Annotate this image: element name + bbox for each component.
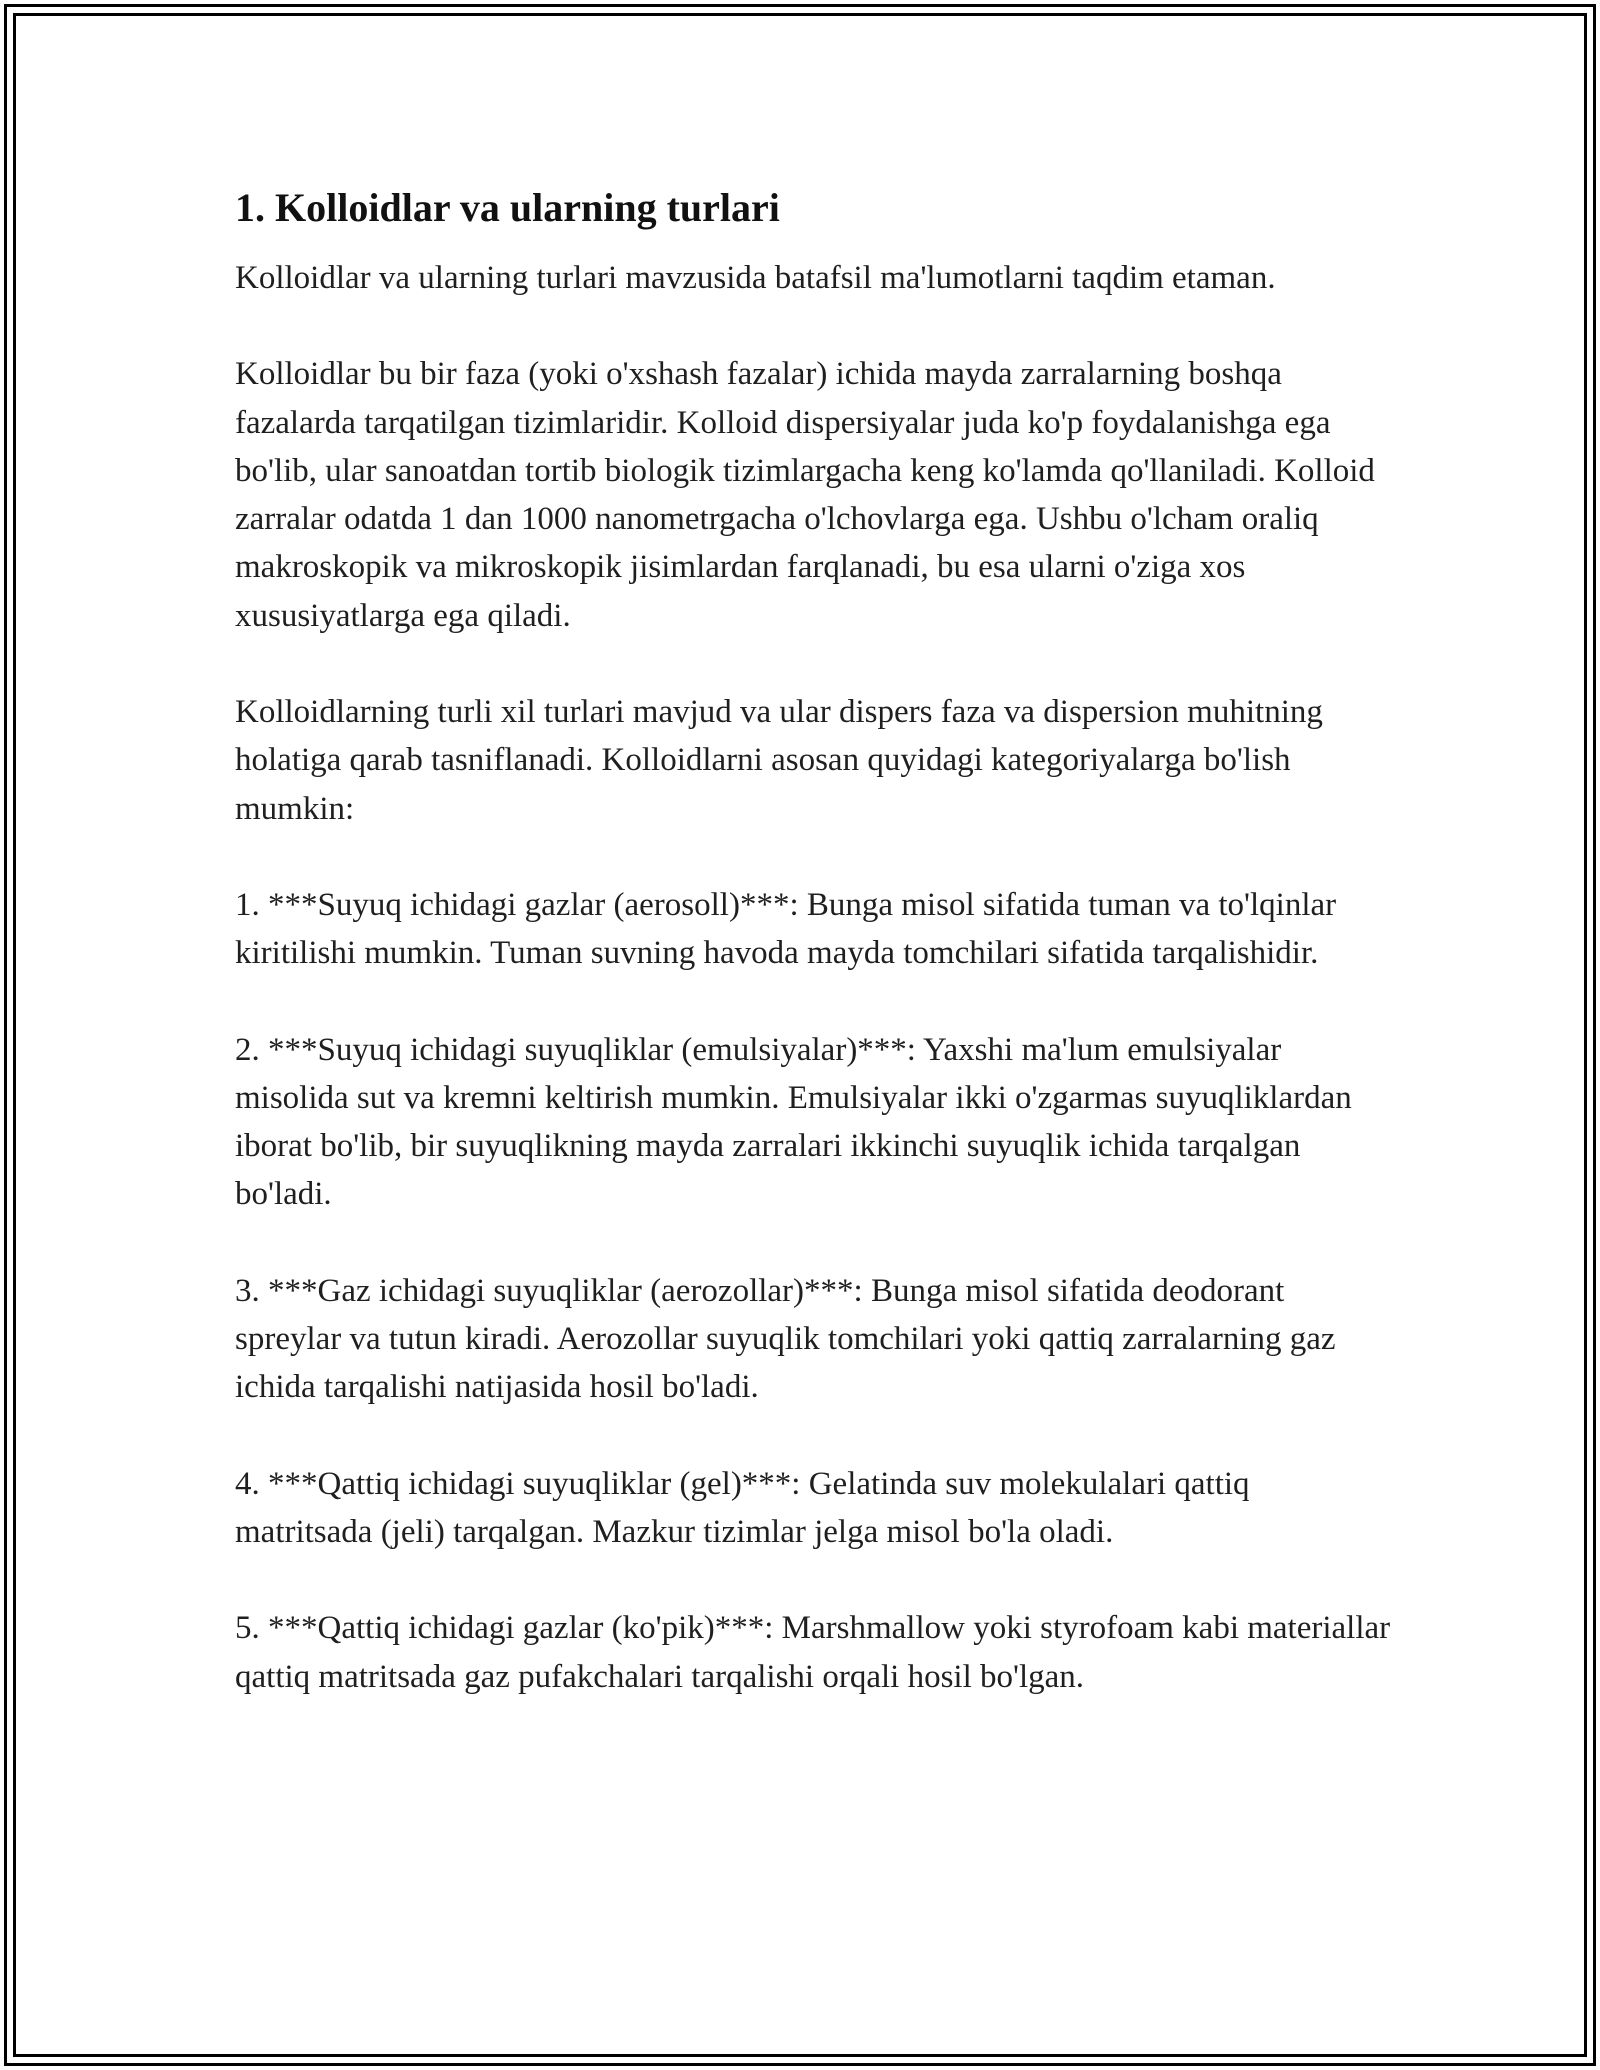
list-item-aerosol: 1. ***Suyuq ichidagi gazlar (aerosoll)***: Bunga misol sifatida tuman va to'lqinlar kiritilishi mumkin. Tuman suvning havoda mayda tomchilari sifatida tarqalishidir. [235,886,1337,972]
paragraph-intro: Kolloidlar va ularning turlari mavzusida batafsil ma'lumotlarni taqdim etaman. [235,260,1276,296]
document-title: 1. Kolloidlar va ularning turlari [235,185,780,230]
list-item-aerozol: 3. ***Gaz ichidagi suyuqliklar (aerozollar)***: Bunga misol sifatida deodorant spreylar va tutun kiradi. Aerozollar suyuqlik tomchilari yoki qattiq zarralarning gaz ichida tarqalishi natijasida hosil bo'ladi. [235,1272,1336,1406]
document-body [235,184,1395,1749]
paragraph-classification: Kolloidlarning turli xil turlari mavjud va ular dispers faza va dispersion muhitning holatiga qarab tasniflanadi. Kolloidlarni asosan quyidagi kategoriyalarga bo'lish mumkin: [235,694,1323,827]
list-item-emulsion: 2. ***Suyuq ichidagi suyuqliklar (emulsiyalar)***: Yaxshi ma'lum emulsiyalar misolida sut va kremni keltirish mumkin. Emulsiyalar ikki o'zgarmas suyuqliklardan iborat bo'lib, bir suyuqlikning mayda zarralari ikkinchi suyuqlik ichida tarqalgan bo'ladi. [235,1031,1352,1213]
list-item-gel: 4. ***Qattiq ichidagi suyuqliklar (gel)***: Gelatinda suv molekulalari qattiq matritsada (jeli) tarqalgan. Mazkur tizimlar jelga misol bo'la oladi. [235,1465,1250,1550]
paragraph-definition: Kolloidlar bu bir faza (yoki o'xshash fazalar) ichida mayda zarralarning boshqa fazalarda tarqatilgan tizimlaridir. Kolloid dispersiyalar juda ko'p foydalanishga ega bo'lib, ular sanoatdan tortib biologik tizimlargacha keng ko'lamda qo'llaniladi. Kolloid zarralar odatda 1 dan 1000 nanometrgacha o'lchovlarga ega. Ushbu o'lcham oraliq makroskopik va mikroskopik jisimlardan farqlanadi, bu esa ularni o'ziga xos xususiyatlarga ega qiladi. [235,356,1375,634]
list-item-foam: 5. ***Qattiq ichidagi gazlar (ko'pik)***: Marshmallow yoki styrofoam kabi materiallar qattiq matritsada gaz pufakchalari tarqalishi orqali hosil bo'lgan. [235,1610,1391,1695]
